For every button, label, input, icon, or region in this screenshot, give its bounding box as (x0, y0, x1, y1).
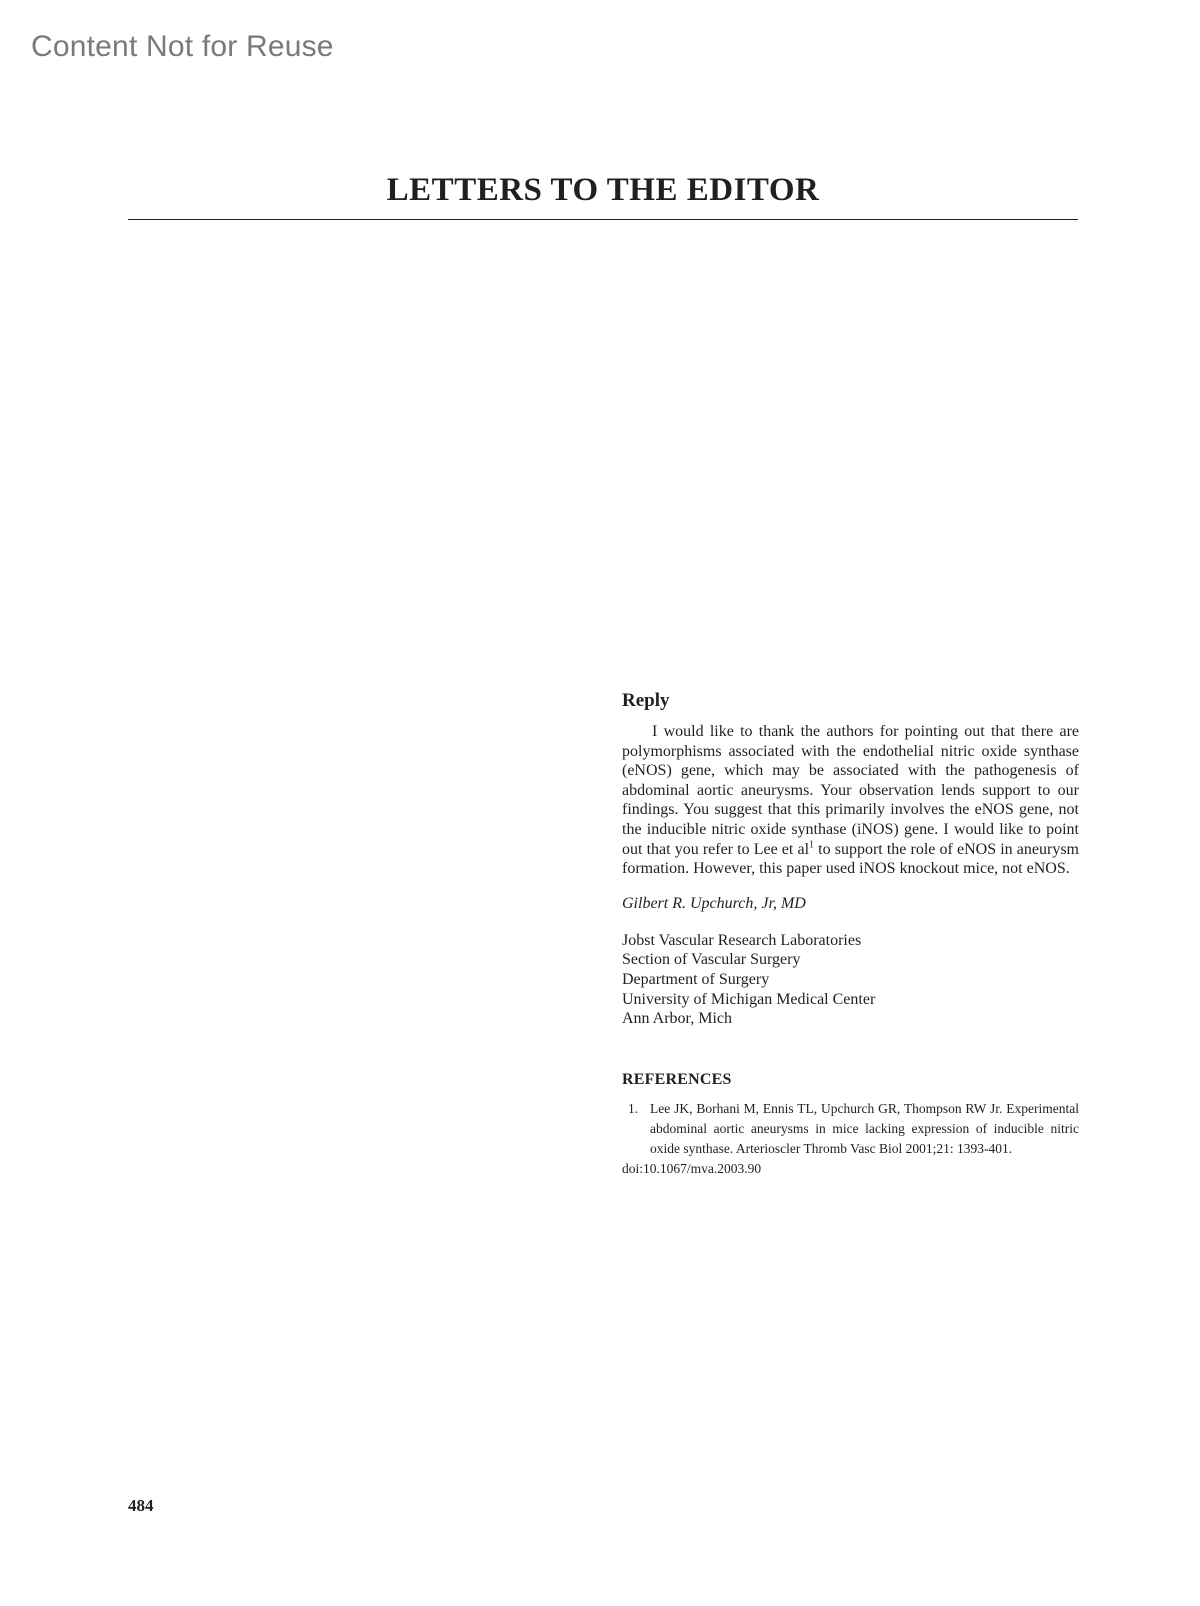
affiliation-line: Department of Surgery (622, 970, 770, 988)
watermark-text: Content Not for Reuse (31, 30, 334, 63)
reference-number: 1. (628, 1100, 639, 1116)
affiliation-line: Section of Vascular Surgery (622, 951, 801, 969)
affiliation-line: Jobst Vascular Research Laboratories (622, 931, 862, 949)
reply-body-text: I would like to thank the authors for pointing out that there are polymorphisms associated with the endothelial nitric oxide synthase (eNOS) gene, which may be associated with the pathogenesis of abdominal aortic aneurysms. Your observation lends support to our findings. You suggest that this primarily involves the eNOS gene, not the inducible nitric oxide synthase (iNOS) gene. I would like to point out that you refer to Lee et al (622, 723, 1079, 858)
doi-text: doi:10.1067/mva.2003.90 (622, 1160, 762, 1176)
affiliation-line: University of Michigan Medical Center (622, 990, 876, 1008)
reference-text: Lee JK, Borhani M, Ennis TL, Upchurch GR, Thompson RW Jr. Experimental abdominal aortic aneurysms in mice lacking expression of inducible nitric oxide synthase. Arterioscler Thromb Vasc Biol 2001;21: 1393-401. (650, 1100, 1079, 1156)
reply-body (622, 722, 1079, 879)
title-divider (128, 219, 1078, 220)
author-affiliation (622, 931, 1079, 1029)
reply-heading: Reply (622, 690, 670, 711)
citation-marker: 1 (809, 839, 815, 851)
affiliation-line: Ann Arbor, Mich (622, 1010, 733, 1028)
page-number: 484 (128, 1496, 154, 1515)
reply-body-text-continued: to support the role of eNOS in aneurysm formation. However, this paper used iNOS knockout mice, not eNOS. (622, 840, 1080, 878)
section-title: LETTERS TO THE EDITOR (386, 172, 820, 208)
reply-column (622, 690, 1079, 1179)
references-heading: REFERENCES (622, 1070, 732, 1088)
author-signature: Gilbert R. Upchurch, Jr, MD (622, 894, 806, 912)
reference-item (628, 1099, 1079, 1159)
